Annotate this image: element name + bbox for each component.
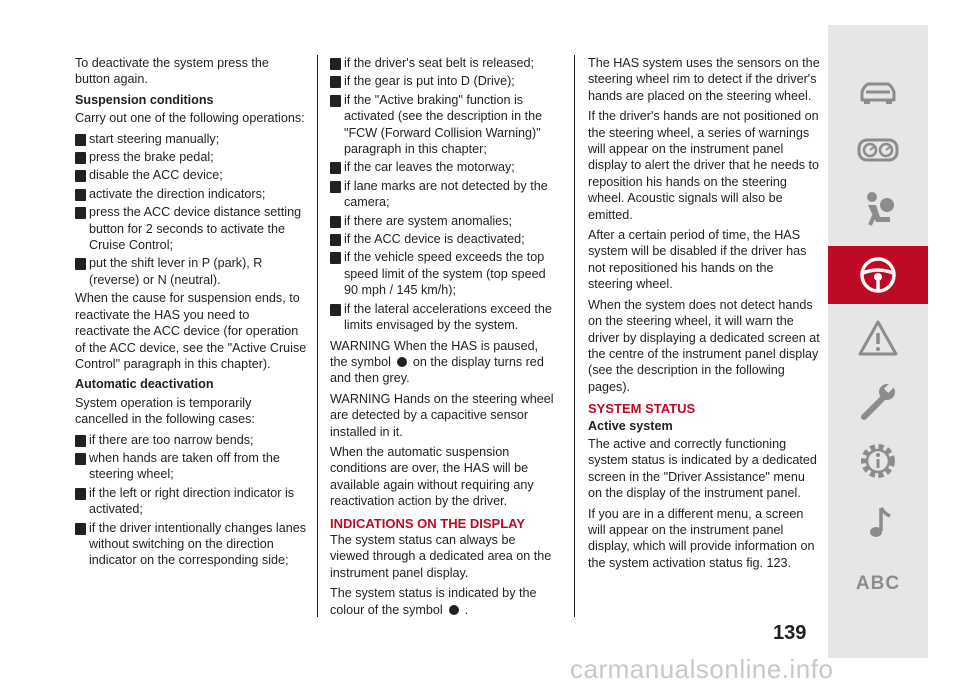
paragraph-text-b: . [464,602,469,617]
paragraph: When the system does not detect hands on the steering wheel, it will warn the driver by displaying a dedicated screen at the centre of the instrument panel display (see the description in the following pages). [588,297,820,394]
airbag-icon[interactable] [828,180,928,238]
hands-on-wheel-icon [449,605,459,615]
paragraph [330,585,558,618]
steering-wheel-icon[interactable] [828,246,928,304]
text-column-3 [588,55,820,575]
abc-index-link[interactable] [828,555,928,613]
warning-triangle-icon[interactable] [828,310,928,368]
paragraph: When the cause for suspension ends, to reactivate the HAS you need to reactivate the ACC device (for operation of the ACC device, see the "Active Cruise Control" paragraph in this chapter). [75,291,307,371]
subheading-auto-deactivation: Automatic deactivation [75,377,214,392]
paragraph: If the driver's hands are not positioned on the steering wheel, a series of warnings will appear on the instrument panel display to alert the driver that he needs to reposition his hands on the steering wheel. Acoustic signals will also be emitted. [588,109,820,222]
section-heading-system-status: SYSTEM STATUS [588,401,696,417]
paragraph: The system status can always be viewed through a dedicated area on the instrument panel display. [330,532,552,580]
list-item: put the shift lever in P (park), R (reverse) or N (neutral). [75,255,307,288]
section-heading-indications: INDICATIONS ON THE DISPLAY [330,515,526,531]
wrench-icon[interactable] [828,372,928,430]
list-item: disable the ACC device; [75,167,307,183]
list-item: if lane marks are not detected by the camera; [330,178,558,211]
paragraph: Carry out one of the following operations: [75,111,305,126]
paragraph: When the automatic suspension conditions are over, the HAS will be available again without requiring any reactivation action by the driver. [330,444,534,509]
list-item: if the "Active braking" function is activated (see the description in the "FCW (Forward Collision Warning)" paragraph in this chapter; [330,92,558,158]
text-column-2 [330,55,558,622]
warning-text-a: WARNING When the HAS is paused, the symbol [330,338,539,369]
page-number: 139 [773,622,807,644]
warning-paragraph: WARNING Hands on the steering wheel are detected by a capacitive sensor installed in it. [330,391,554,439]
subheading-suspension: Suspension conditions [75,92,214,107]
list-item: if the driver intentionally changes lanes without switching on the direction indicator on the corresponding side; [75,520,307,569]
music-note-icon[interactable] [828,493,928,551]
list-item: activate the direction indicators; [75,186,307,202]
list-item: when hands are taken off from the steering wheel; [75,450,307,483]
list-item: if the lateral accelerations exceed the limits envisaged by the system. [330,301,558,334]
list-item: if there are too narrow bends; [75,432,307,448]
column-divider [317,55,318,617]
paragraph: The HAS system uses the sensors on the steering wheel rim to detect if the driver's hands are placed on the steering wheel. [588,56,820,103]
warning-text-b: on the display turns red and then grey. [330,354,544,386]
list-item: if the gear is put into D (Drive); [330,73,558,89]
paragraph: System operation is temporarily cancelled in the following cases: [75,395,255,427]
list-item: if the left or right direction indicator is activated; [75,485,307,518]
paragraph: After a certain period of time, the HAS system will be disabled if the driver has not repositioned his hands on the steering wheel. [588,228,807,292]
paragraph: To deactivate the system press the button again. [75,56,269,87]
list-item: if there are system anomalies; [330,213,558,229]
abc-label: ABC [855,573,901,594]
list-item: if the car leaves the motorway; [330,159,558,175]
watermark: carmanualsonline.info [570,654,834,683]
column-divider [574,55,575,617]
subheading-active-system: Active system [588,418,673,433]
text-column-1 [75,55,307,571]
chapter-sidebar [828,25,928,658]
paragraph: If you are in a different menu, a screen will appear on the instrument panel display, which will provide information on the system activation status fig. 123. [588,506,815,570]
list-item: press the ACC device distance setting button for 2 seconds to activate the Cruise Control; [75,204,307,253]
list-item: press the brake pedal; [75,149,307,165]
gauges-icon[interactable] [828,121,928,179]
paragraph-text-a: The system status is indicated by the colour of the symbol [330,586,537,617]
list-item: if the ACC device is deactivated; [330,231,558,247]
list-item: if the driver's seat belt is released; [330,55,558,71]
hands-on-wheel-icon [397,357,407,367]
info-gear-icon[interactable] [828,432,928,490]
car-icon[interactable] [828,63,928,121]
warning-paragraph [330,338,558,387]
list-item: if the vehicle speed exceeds the top speed limit of the system (top speed 90 mph / 145 km/h); [330,249,558,298]
list-item: start steering manually; [75,131,307,147]
paragraph: The active and correctly functioning system status is indicated by a dedicated screen in the "Driver Assistance" menu on the display of the instrument panel. [588,436,817,501]
